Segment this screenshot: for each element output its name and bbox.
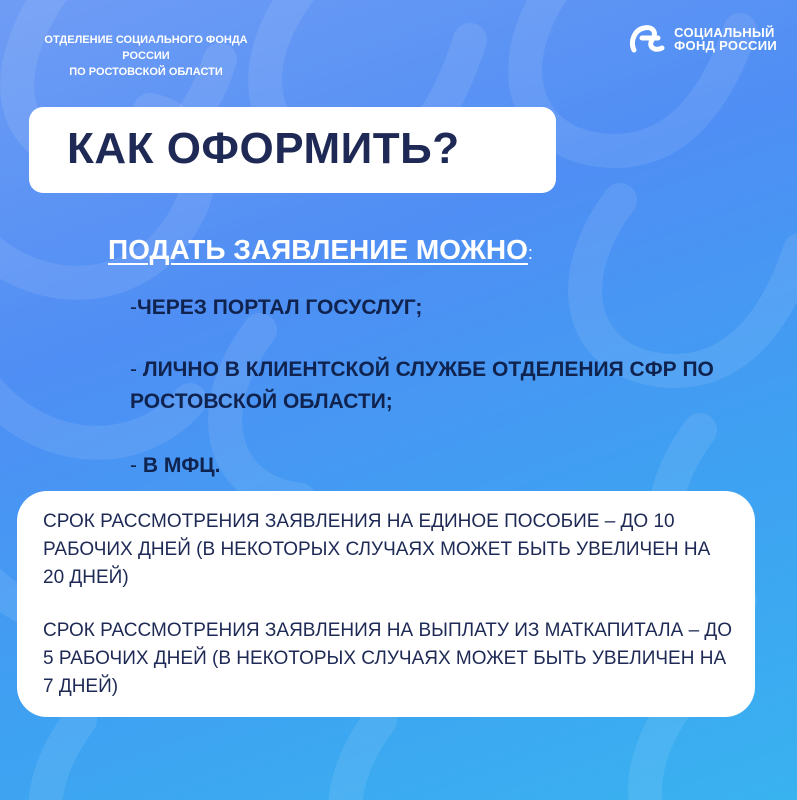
organization-name (26, 32, 266, 80)
info-paragraph-unified-benefit: СРОК РАССМОТРЕНИЯ ЗАЯВЛЕНИЯ НА ЕДИНОЕ ПОСОБИЕ – ДО 10 РАБОЧИХ ДНЕЙ (В НЕКОТОРЫХ СЛУЧАЯХ МОЖЕТ БЫТЬ УВЕЛИЧЕН НА 20 ДНЕЙ) (43, 511, 711, 588)
method-text: В МФЦ. (142, 454, 221, 477)
brand-line-1: СОЦИАЛЬНЫЙ (674, 25, 775, 40)
method-item (130, 354, 770, 418)
method-item (130, 292, 730, 324)
organization-line-2: ПО РОСТОВСКОЙ ОБЛАСТИ (69, 66, 223, 78)
organization-line-1: ОТДЕЛЕНИЕ СОЦИАЛЬНОГО ФОНДА РОССИИ (44, 34, 248, 62)
intro-text: ПОДАТЬ ЗАЯВЛЕНИЕ МОЖНО (108, 234, 528, 265)
method-dash: - (130, 358, 143, 381)
sfr-logo-icon (628, 22, 668, 56)
brand-name (674, 26, 777, 52)
method-item (130, 450, 430, 482)
info-card (17, 491, 755, 717)
intro-colon: : (527, 243, 533, 263)
method-dash: - (130, 296, 137, 319)
method-dash: - (130, 454, 143, 477)
title-card (29, 107, 556, 193)
info-paragraph-maternity-capital: СРОК РАССМОТРЕНИЯ ЗАЯВЛЕНИЯ НА ВЫПЛАТУ ИЗ МАТКАПИТАЛА – ДО 5 РАБОЧИХ ДНЕЙ (В НЕКОТОРЫХ СЛУЧАЯХ МОЖЕТ БЫТЬ УВЕЛИЧЕН НА 7 ДНЕЙ) (43, 620, 733, 697)
brand (628, 22, 777, 56)
method-text: ЧЕРЕЗ ПОРТАЛ ГОСУСЛУГ; (137, 296, 423, 319)
page-title: КАК ОФОРМИТЬ? (67, 124, 460, 173)
brand-line-2: ФОНД РОССИИ (674, 38, 777, 53)
intro-heading (108, 234, 533, 266)
method-text: ЛИЧНО В КЛИЕНТСКОЙ СЛУЖБЕ ОТДЕЛЕНИЯ СФР ПО РОСТОВСКОЙ ОБЛАСТИ; (130, 358, 714, 413)
